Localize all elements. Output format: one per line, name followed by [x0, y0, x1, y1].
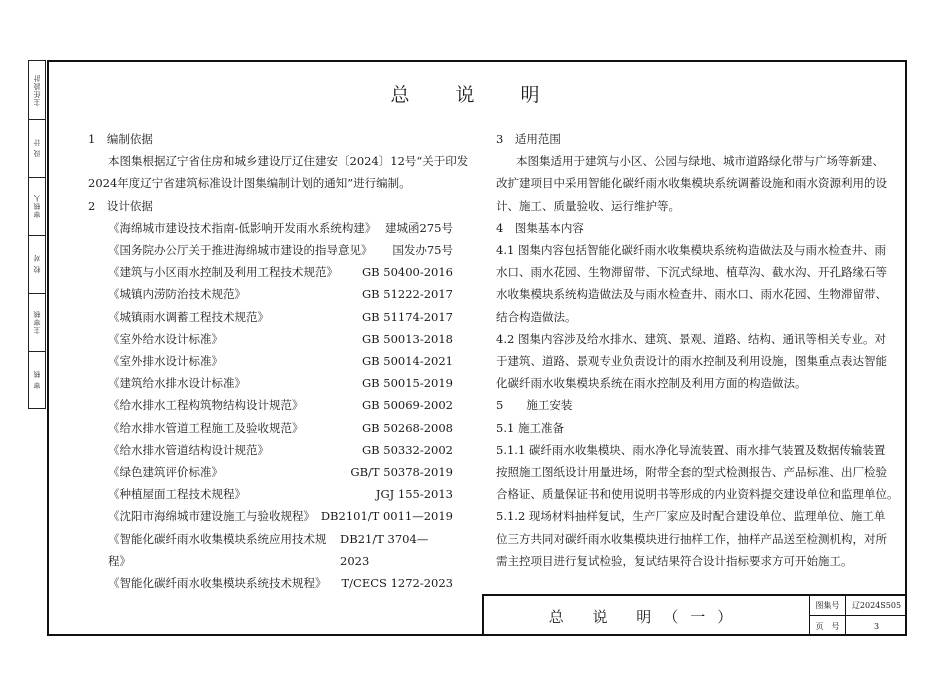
reference-code: 建城函275号: [385, 220, 453, 235]
reference-title: 《城镇内涝防治技术规范》: [108, 287, 246, 302]
paragraph-line: 改扩建项目中采用智能化碳纤雨水收集模块系统调蓄设施和雨水资源利用的设: [496, 176, 887, 191]
reference-code: GB 50268-2008: [361, 420, 453, 435]
reference-title: 《种植屋面工程技术规程》: [108, 487, 246, 502]
paragraph-line: 水口、雨水花园、生物滞留带、下沉式绿地、植草沟、截水沟、开孔路缘石等: [496, 265, 887, 280]
paragraph-line: 化碳纤雨水收集模块系统在雨水控制及利用方面的构造做法。: [496, 376, 807, 391]
reference-title: 《室外排水设计标准》: [108, 354, 223, 369]
sheet-title: 总 说 明（一）: [484, 596, 810, 636]
reference-code: GB 51174-2017: [361, 309, 453, 324]
section-heading: 3 适用范围: [496, 132, 561, 146]
paragraph-line: 4.1 图集内容包括智能化碳纤雨水收集模块系统构造做法及与雨水检查井、雨: [496, 243, 886, 258]
reference-title: 《建筑与小区雨水控制及利用工程技术规范》: [108, 265, 338, 280]
reference-title: 《建筑给水排水设计标准》: [108, 376, 246, 391]
reference-row: [88, 505, 453, 527]
reference-title: 《沈阳市海绵城市建设施工与验收规程》: [108, 509, 315, 524]
reference-row: [88, 372, 453, 394]
side-cell: 审 核: [33, 369, 41, 390]
page-title: 总 说 明: [390, 84, 560, 106]
reference-title: 《给水排水管道工程施工及验收规范》: [108, 420, 304, 435]
reference-row: [88, 217, 453, 239]
paragraph-line: 位三方共同对碳纤雨水收集模块进行抽样工作，抽样产品送至检测机构，对所: [496, 531, 887, 546]
reference-row: [88, 328, 453, 350]
reference-title: 《给水排水管道结构设计规范》: [108, 442, 269, 457]
reference-code: GB 50014-2021: [361, 354, 453, 369]
reference-row: [88, 439, 453, 461]
reference-row: [88, 461, 453, 483]
reference-code: GB 50015-2019: [361, 376, 453, 391]
paragraph-line: 2024年度辽宁省建筑标准设计图集编制计划的通知”进行编制。: [88, 176, 411, 191]
reference-row: [88, 572, 453, 594]
reference-row: [88, 306, 453, 328]
title-block: [482, 594, 907, 636]
paragraph-line: 于建筑、道路、景观专业负责设计的雨水控制及利用设施，图集重点表达智能: [496, 354, 887, 369]
reference-title: 《国务院办公厅关于推进海绵城市建设的指导意见》: [108, 243, 373, 258]
reference-title: 《室外给水设计标准》: [108, 331, 223, 346]
paragraph-line: 需主控项目进行复试检验，复试结果符合设计指标要求方可开始施工。: [496, 553, 853, 568]
right-column: [496, 128, 899, 572]
reference-title: 《智能化碳纤雨水收集模块系统应用技术规程》: [108, 531, 327, 568]
subsection-heading: 5.1 施工准备: [496, 420, 564, 435]
paragraph-line: 计、施工、质量验收、运行维护等。: [496, 198, 680, 213]
reference-code: DB21/T 3704—2023: [340, 531, 429, 568]
reference-row: [88, 239, 453, 261]
page-number-value: 3: [873, 621, 880, 631]
approval-side-strip: [28, 60, 46, 409]
reference-row: [88, 350, 453, 372]
side-cell: 主任設計: [29, 61, 45, 120]
side-cell: 校 对: [29, 235, 45, 294]
reference-code: GB 51222-2017: [361, 287, 453, 302]
reference-code: GB/T 50378-2019: [350, 465, 453, 480]
reference-row: [88, 394, 453, 416]
paragraph-line: 水收集模块系统构造做法及与雨水检查井、雨水口、雨水花园、生物滞留带、: [496, 287, 887, 302]
reference-row: [88, 261, 453, 283]
paragraph-line: 4.2 图集内容涉及给水排水、建筑、景观、道路、结构、通讯等相关专业。对: [496, 331, 886, 346]
side-cell: 主审核: [29, 293, 45, 352]
paragraph-line: 合格证、质量保证书和使用说明书等形成的内业资料提交建设单位和监理单位。: [496, 487, 899, 502]
paragraph-line: 按照施工图纸设计用量进场，附带全套的型式检测报告、产品标准、出厂检验: [496, 465, 887, 480]
reference-code: 国发办75号: [392, 243, 453, 258]
reference-title: 《智能化碳纤雨水收集模块系统技术规程》: [108, 576, 327, 591]
page-number-label: 页 号: [810, 616, 846, 636]
section-heading: 5 施工安装: [496, 398, 573, 413]
paragraph-line: 本图集根据辽宁省住房和城乡建设厅辽住建安〔2024〕12号“关于印发: [108, 154, 469, 169]
reference-row: [88, 283, 453, 305]
reference-code: JGJ 155-2013: [375, 487, 453, 502]
side-cell: 设 计: [29, 119, 45, 178]
reference-code: GB 50013-2018: [361, 331, 453, 346]
reference-row: [88, 528, 453, 572]
reference-title: 《城镇雨水调蓄工程技术规范》: [108, 309, 269, 324]
reference-code: DB2101/T 0011—2019: [320, 509, 453, 524]
paragraph-line: 本图集适用于建筑与小区、公园与绿地、城市道路绿化带与广场等新建、: [516, 154, 884, 169]
reference-title: 《绿色建筑评价标准》: [108, 465, 223, 480]
reference-title: 《海绵城市建设技术指南-低影响开发雨水系统构建》: [108, 220, 377, 235]
reference-title: 《给水排水工程构筑物结构设计规范》: [108, 398, 304, 413]
side-cell: 审核人: [29, 177, 45, 236]
reference-row: [88, 483, 453, 505]
atlas-number-label: 图集号: [810, 596, 846, 616]
atlas-number-value: 辽2024S505: [846, 596, 907, 616]
reference-code: GB 50332-2002: [361, 442, 453, 457]
paragraph-line: 5.1.1 碳纤雨水收集模块、雨水净化导流装置、雨水排气装置及数据传输装置: [496, 442, 886, 457]
reference-code: GB 50400-2016: [361, 265, 453, 280]
section-heading: 2 设计依据: [88, 198, 153, 213]
paragraph-line: 结合构造做法。: [496, 309, 577, 324]
section-heading: 4 图集基本内容: [496, 220, 584, 235]
reference-row: [88, 417, 453, 439]
paragraph-line: 5.1.2 现场材料抽样复试，生产厂家应及时配合建设单位、监理单位、施工单: [496, 509, 886, 524]
left-column: [88, 128, 468, 594]
reference-code: T/CECS 1272-2023: [341, 576, 453, 591]
section-heading: 1 编制依据: [88, 132, 153, 146]
reference-code: GB 50069-2002: [361, 398, 453, 413]
